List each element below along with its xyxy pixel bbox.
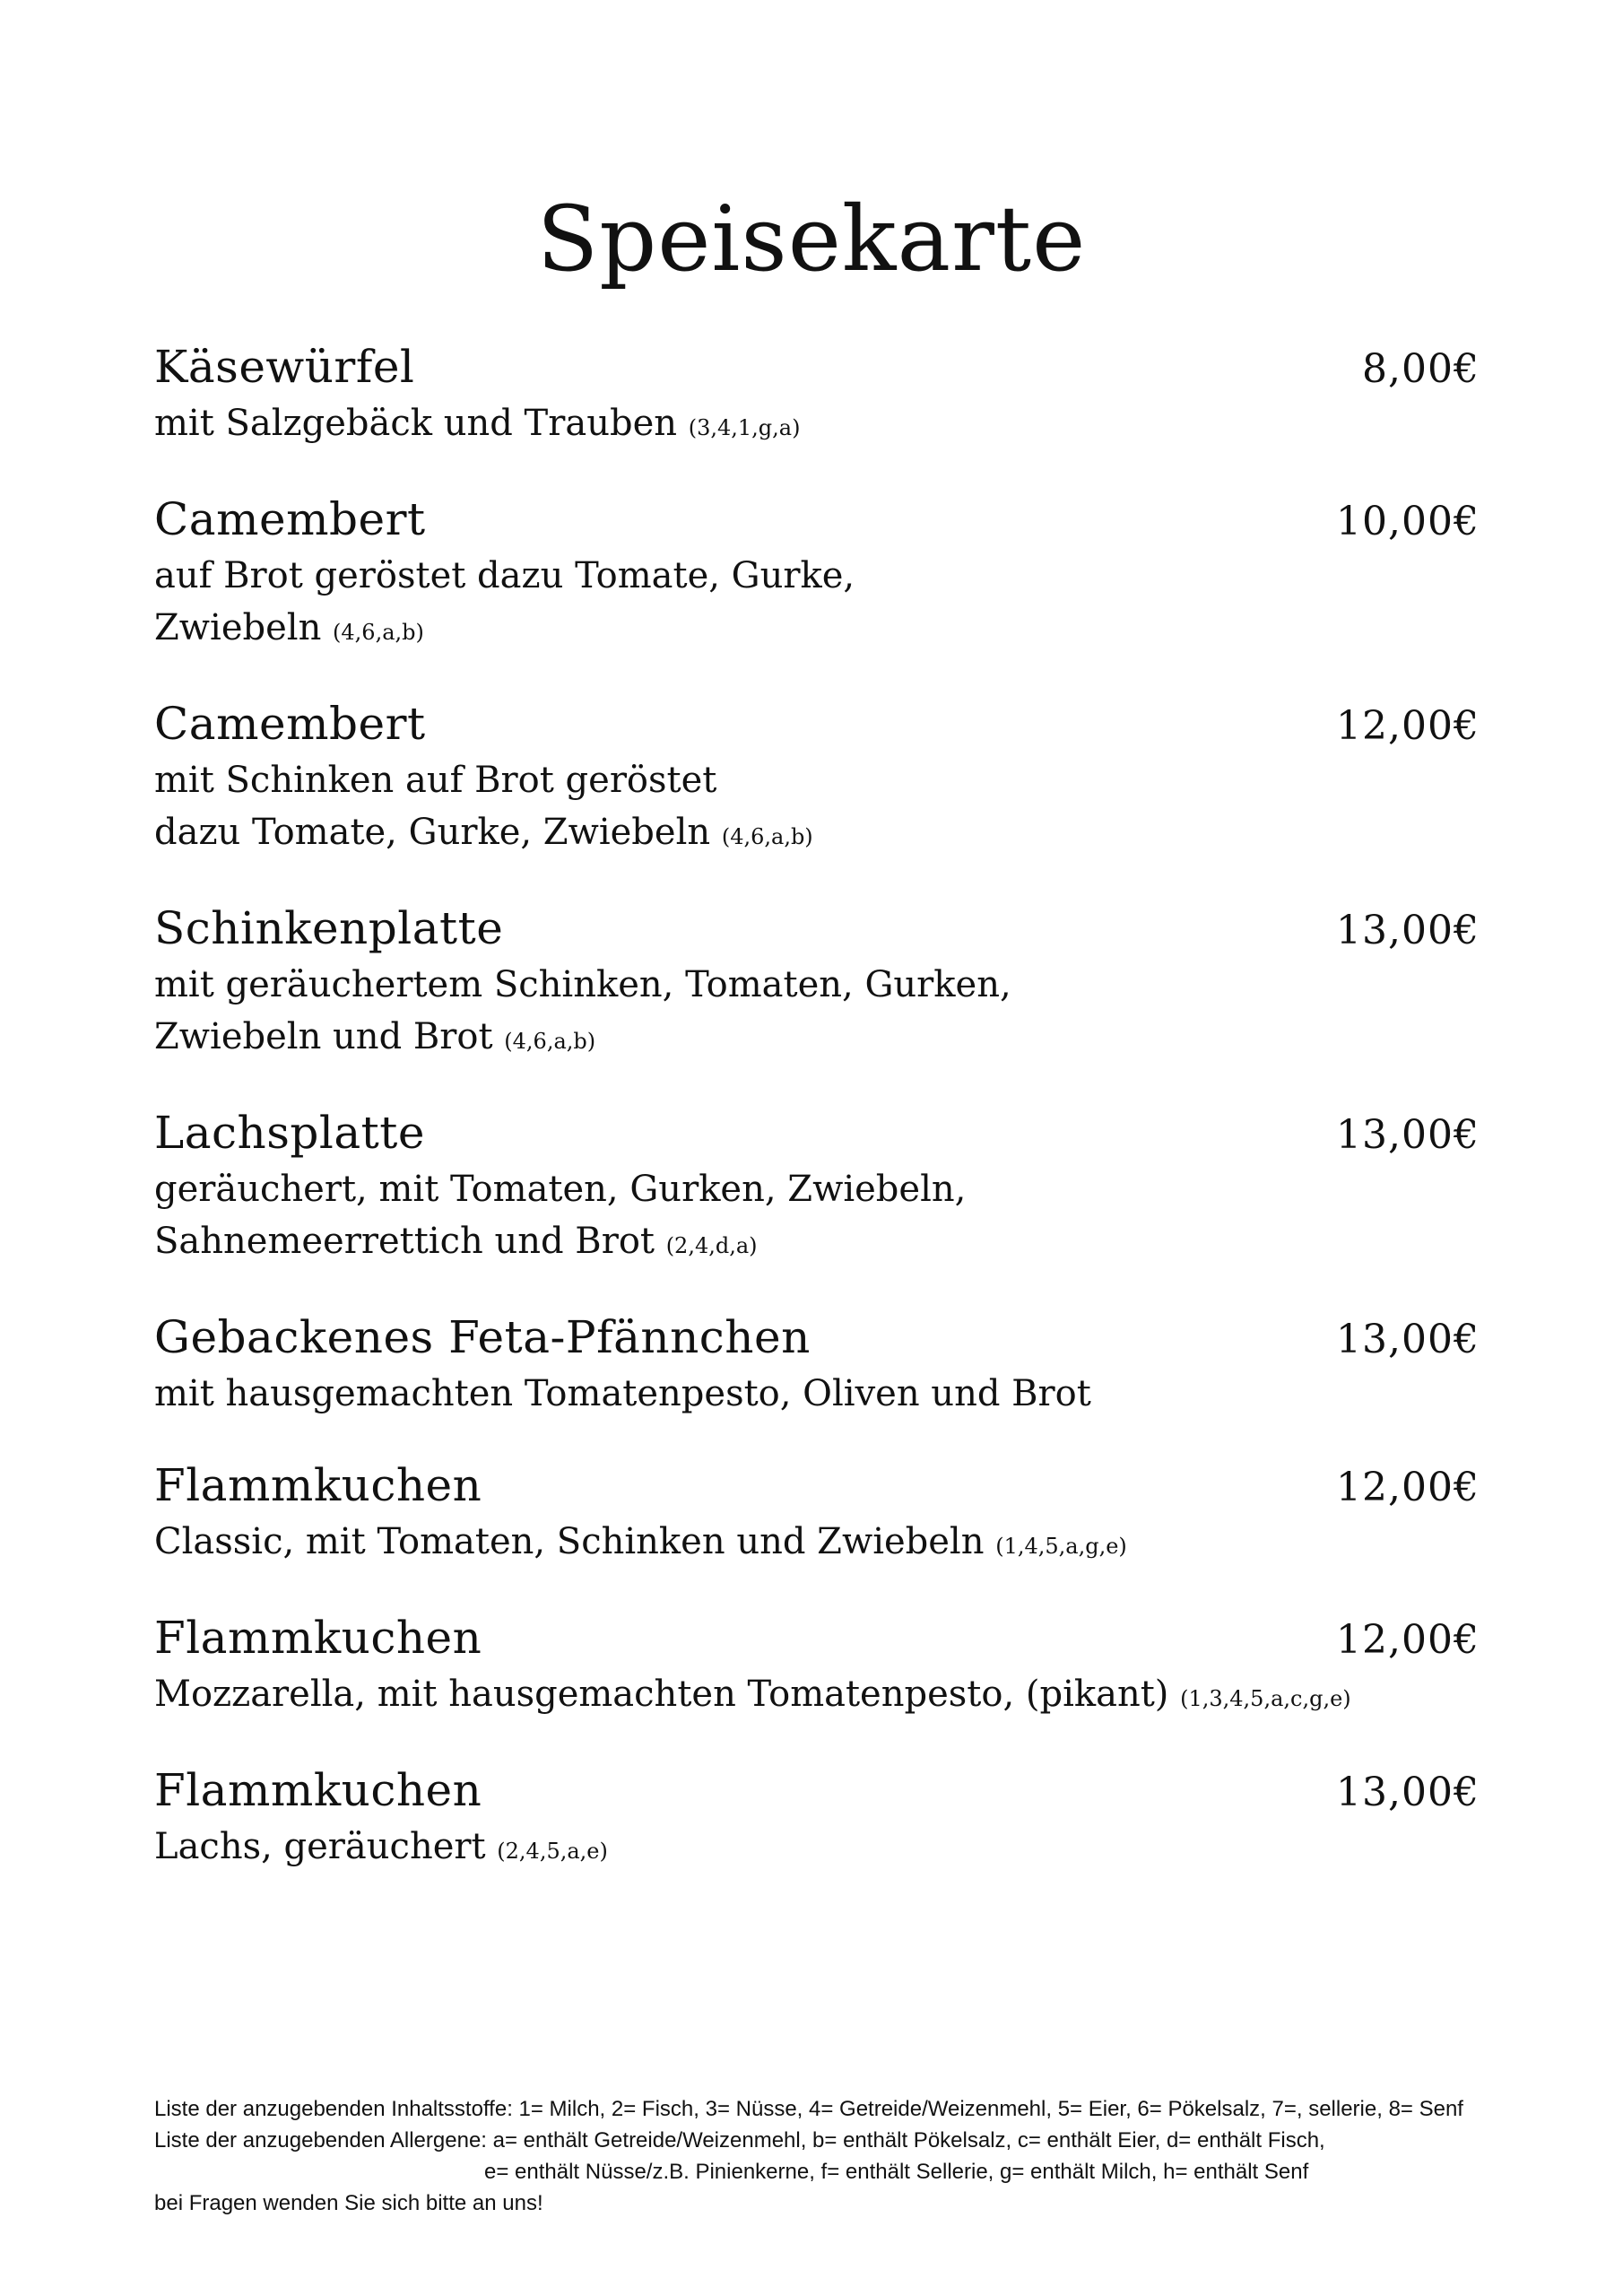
item-allergen-codes: (2,4,d,a) — [665, 1233, 758, 1258]
item-allergen-codes: (1,3,4,5,a,c,g,e) — [1180, 1686, 1351, 1711]
item-name: Camembert — [154, 698, 426, 750]
menu-list — [154, 339, 1480, 1877]
menu-item — [154, 696, 1480, 863]
menu-item — [154, 1309, 1480, 1420]
item-description — [154, 1821, 1480, 1877]
item-price: 12,00€ — [1336, 1617, 1480, 1663]
item-name: Camembert — [154, 493, 426, 545]
menu-item — [154, 900, 1480, 1067]
menu-item — [154, 1762, 1480, 1877]
item-name: Lachsplatte — [154, 1107, 425, 1159]
item-description-text: Mozzarella, mit hausgemachten Tomatenpesto, (pikant) — [154, 1674, 1169, 1715]
item-description — [154, 550, 1480, 658]
contact-note: bei Fragen wenden Sie sich bitte an uns! — [154, 2191, 543, 2215]
menu-item — [154, 491, 1480, 658]
item-description — [154, 1163, 1480, 1272]
menu-item — [154, 1610, 1480, 1725]
item-price: 10,00€ — [1336, 499, 1480, 544]
item-description-text: Classic, mit Tomaten, Schinken und Zwiebeln — [154, 1521, 985, 1562]
item-price: 13,00€ — [1336, 1317, 1480, 1362]
item-price: 8,00€ — [1362, 346, 1480, 392]
item-allergen-codes: (1,4,5,a,g,e) — [995, 1534, 1127, 1559]
item-price: 13,00€ — [1336, 908, 1480, 953]
item-allergen-codes: (4,6,a,b) — [333, 620, 424, 645]
menu-item — [154, 1105, 1480, 1272]
item-description — [154, 1368, 1480, 1420]
item-description-text: auf Brot geröstet dazu Tomate, Gurke, Zwiebeln — [154, 555, 855, 648]
allergens-legend-continuation: e= enthält Nüsse/z.B. Pinienkerne, f= enthält Sellerie, g= enthält Milch, h= enthält Senf — [484, 2160, 1309, 2184]
menu-item — [154, 339, 1480, 454]
item-name: Schinkenplatte — [154, 902, 504, 954]
item-description-text: mit Salzgebäck und Trauben — [154, 403, 678, 444]
item-price: 12,00€ — [1336, 703, 1480, 749]
item-allergen-codes: (4,6,a,b) — [721, 824, 813, 849]
item-price: 13,00€ — [1336, 1770, 1480, 1815]
item-name: Flammkuchen — [154, 1612, 482, 1664]
item-name: Käsewürfel — [154, 341, 415, 393]
page-title: Speisekarte — [536, 187, 1087, 291]
item-description-text: mit hausgemachten Tomatenpesto, Oliven und Brot — [154, 1373, 1091, 1414]
item-description — [154, 754, 1480, 863]
item-allergen-codes: (2,4,5,a,e) — [497, 1839, 608, 1864]
item-description-text: Lachs, geräuchert — [154, 1826, 486, 1867]
ingredients-legend-line: Liste der anzugebenden Inhaltsstoffe: 1= Milch, 2= Fisch, 3= Nüsse, 4= Getreide/Weizenmehl, 5= Eier, 6= Pökelsalz, 7=, sellerie, 8= Senf — [154, 2097, 1463, 2121]
item-description — [154, 1668, 1480, 1725]
item-description-text: geräuchert, mit Tomaten, Gurken, Zwiebeln, Sahnemeerrettich und Brot — [154, 1169, 967, 1262]
item-name: Flammkuchen — [154, 1459, 482, 1511]
item-description-text: mit Schinken auf Brot geröstet dazu Tomate, Gurke, Zwiebeln — [154, 760, 717, 853]
item-description — [154, 397, 1480, 454]
allergens-legend-line: Liste der anzugebenden Allergene: a= enthält Getreide/Weizenmehl, b= enthält Pökelsalz, c= enthält Eier, d= enthält Fisch, — [154, 2128, 1325, 2152]
item-description — [154, 1516, 1480, 1572]
allergen-legend — [154, 2093, 1481, 2219]
item-description — [154, 959, 1480, 1067]
item-name: Flammkuchen — [154, 1764, 482, 1816]
item-name: Gebackenes Feta-Pfännchen — [154, 1311, 811, 1363]
menu-item — [154, 1457, 1480, 1572]
item-description-text: mit geräuchertem Schinken, Tomaten, Gurken, Zwiebeln und Brot — [154, 964, 1011, 1057]
item-allergen-codes: (4,6,a,b) — [504, 1029, 596, 1054]
item-price: 12,00€ — [1336, 1465, 1480, 1510]
item-allergen-codes: (3,4,1,g,a) — [688, 415, 801, 440]
item-price: 13,00€ — [1336, 1112, 1480, 1158]
